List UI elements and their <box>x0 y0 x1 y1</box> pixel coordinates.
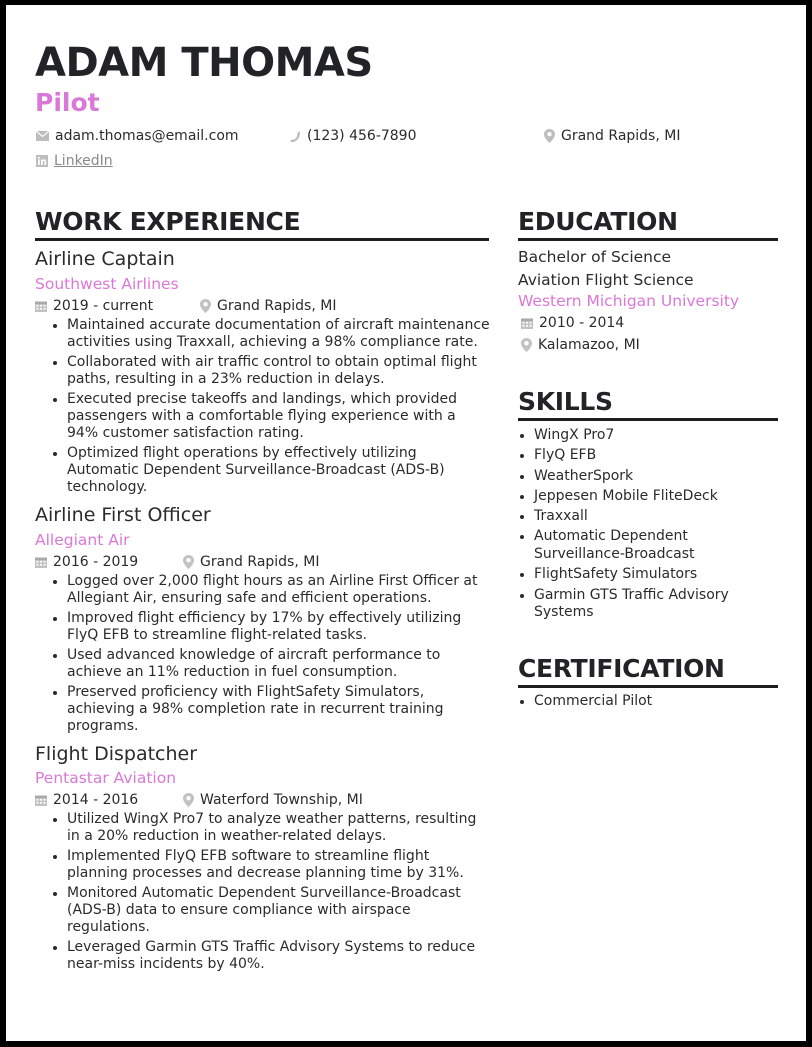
section-divider <box>35 238 489 241</box>
calendar-icon <box>35 300 47 312</box>
list-item: Monitored Automatic Dependent Surveillance-Broadcast (ADS-B) data to ensure compliance with airspace regulations. <box>51 885 491 936</box>
skill-item: Automatic Dependent Surveillance-Broadcast <box>518 528 783 563</box>
contact-phone[interactable] <box>289 127 417 145</box>
contact-linkedin[interactable] <box>36 152 113 170</box>
skills-heading: SKILLS <box>518 387 613 416</box>
job-company: Southwest Airlines <box>35 275 179 293</box>
list-item: Utilized WingX Pro7 to analyze weather patterns, resulting in a 20% reduction in weather-related delays. <box>51 811 491 845</box>
section-divider <box>518 685 778 688</box>
phone-icon <box>289 130 301 143</box>
education-field: Aviation Flight Science <box>518 271 694 289</box>
calendar-icon <box>35 794 47 806</box>
job-meta <box>35 791 363 809</box>
list-item: Leveraged Garmin GTS Traffic Advisory Systems to reduce near-miss incidents by 40%. <box>51 939 491 973</box>
job-location: Grand Rapids, MI <box>200 554 320 570</box>
skill-item: WeatherSpork <box>518 468 783 486</box>
education-degree: Bachelor of Science <box>518 248 672 266</box>
job-dates: 2014 - 2016 <box>53 792 139 808</box>
list-item: Maintained accurate documentation of aircraft maintenance activities using Traxxall, achieving a 98% compliance rate. <box>51 317 491 351</box>
calendar-icon <box>521 317 533 329</box>
skill-item: WingX Pro7 <box>518 427 783 445</box>
job-dates: 2016 - 2019 <box>53 554 139 570</box>
skill-item: FlightSafety Simulators <box>518 566 783 584</box>
list-item: Collaborated with air traffic control to obtain optimal flight paths, resulting in a 23% reduction in delays. <box>51 354 491 388</box>
list-item: Optimized flight operations by effectively utilizing Automatic Dependent Surveillance-Broadcast (ADS-B) technology. <box>51 445 491 496</box>
calendar-icon <box>35 556 47 568</box>
contact-location <box>544 127 680 145</box>
job-title: Flight Dispatcher <box>35 743 198 765</box>
job-title: Airline Captain <box>35 248 175 270</box>
job-company: Pentastar Aviation <box>35 769 177 787</box>
contact-email[interactable] <box>36 127 239 145</box>
list-item: Executed precise takeoffs and landings, which provided passengers with a comfortable flying experience with a 94% customer satisfaction rating. <box>51 391 491 442</box>
job-location: Grand Rapids, MI <box>217 298 337 314</box>
map-pin-icon <box>521 338 532 352</box>
section-divider <box>518 238 778 241</box>
job-bullets <box>51 317 491 499</box>
map-pin-icon <box>544 129 555 143</box>
skills-list <box>518 427 783 624</box>
job-company: Allegiant Air <box>35 531 130 549</box>
linkedin-icon <box>36 155 48 167</box>
job-meta <box>35 553 319 571</box>
education-dates-row <box>521 314 624 332</box>
work-experience-heading: WORK EXPERIENCE <box>35 207 301 236</box>
list-item: Implemented FlyQ EFB software to streamline flight planning processes and decrease planning time by 31%. <box>51 848 491 882</box>
map-pin-icon <box>200 299 211 313</box>
list-item: Improved flight efficiency by 17% by effectively utilizing FlyQ EFB to streamline flight-related tasks. <box>51 610 491 644</box>
linkedin-link[interactable]: LinkedIn <box>54 153 113 169</box>
list-item: Used advanced knowledge of aircraft performance to achieve an 11% reduction in fuel consumption. <box>51 647 491 681</box>
phone-text: (123) 456-7890 <box>307 128 417 144</box>
skill-item: Traxxall <box>518 508 783 526</box>
skill-item: Jeppesen Mobile FliteDeck <box>518 488 783 506</box>
job-bullets <box>51 573 491 738</box>
resume-page <box>6 5 806 1041</box>
education-school: Western Michigan University <box>518 292 740 310</box>
education-location-row <box>521 336 640 354</box>
certification-heading: CERTIFICATION <box>518 654 725 683</box>
map-pin-icon <box>183 793 194 807</box>
list-item: Logged over 2,000 flight hours as an Airline First Officer at Allegiant Air, ensuring safe and efficient operations. <box>51 573 491 607</box>
job-meta <box>35 297 336 315</box>
job-bullets <box>51 811 491 976</box>
map-pin-icon <box>183 555 194 569</box>
skill-item: FlyQ EFB <box>518 447 783 465</box>
section-divider <box>518 418 778 421</box>
envelope-icon <box>36 131 49 141</box>
job-dates: 2019 - current <box>53 298 154 314</box>
skill-item: Garmin GTS Traffic Advisory Systems <box>518 587 783 622</box>
email-text: adam.thomas@email.com <box>55 128 239 144</box>
certification-item: Commercial Pilot <box>518 693 783 711</box>
job-title: Airline First Officer <box>35 504 211 526</box>
education-location: Kalamazoo, MI <box>538 337 640 353</box>
candidate-title: Pilot <box>35 88 100 117</box>
certification-list <box>518 693 783 713</box>
education-heading: EDUCATION <box>518 207 678 236</box>
location-text: Grand Rapids, MI <box>561 128 681 144</box>
candidate-name: ADAM THOMAS <box>35 40 373 86</box>
list-item: Preserved proficiency with FlightSafety Simulators, achieving a 98% completion rate in recurrent training programs. <box>51 684 491 735</box>
education-dates: 2010 - 2014 <box>539 315 625 331</box>
job-location: Waterford Township, MI <box>200 792 363 808</box>
